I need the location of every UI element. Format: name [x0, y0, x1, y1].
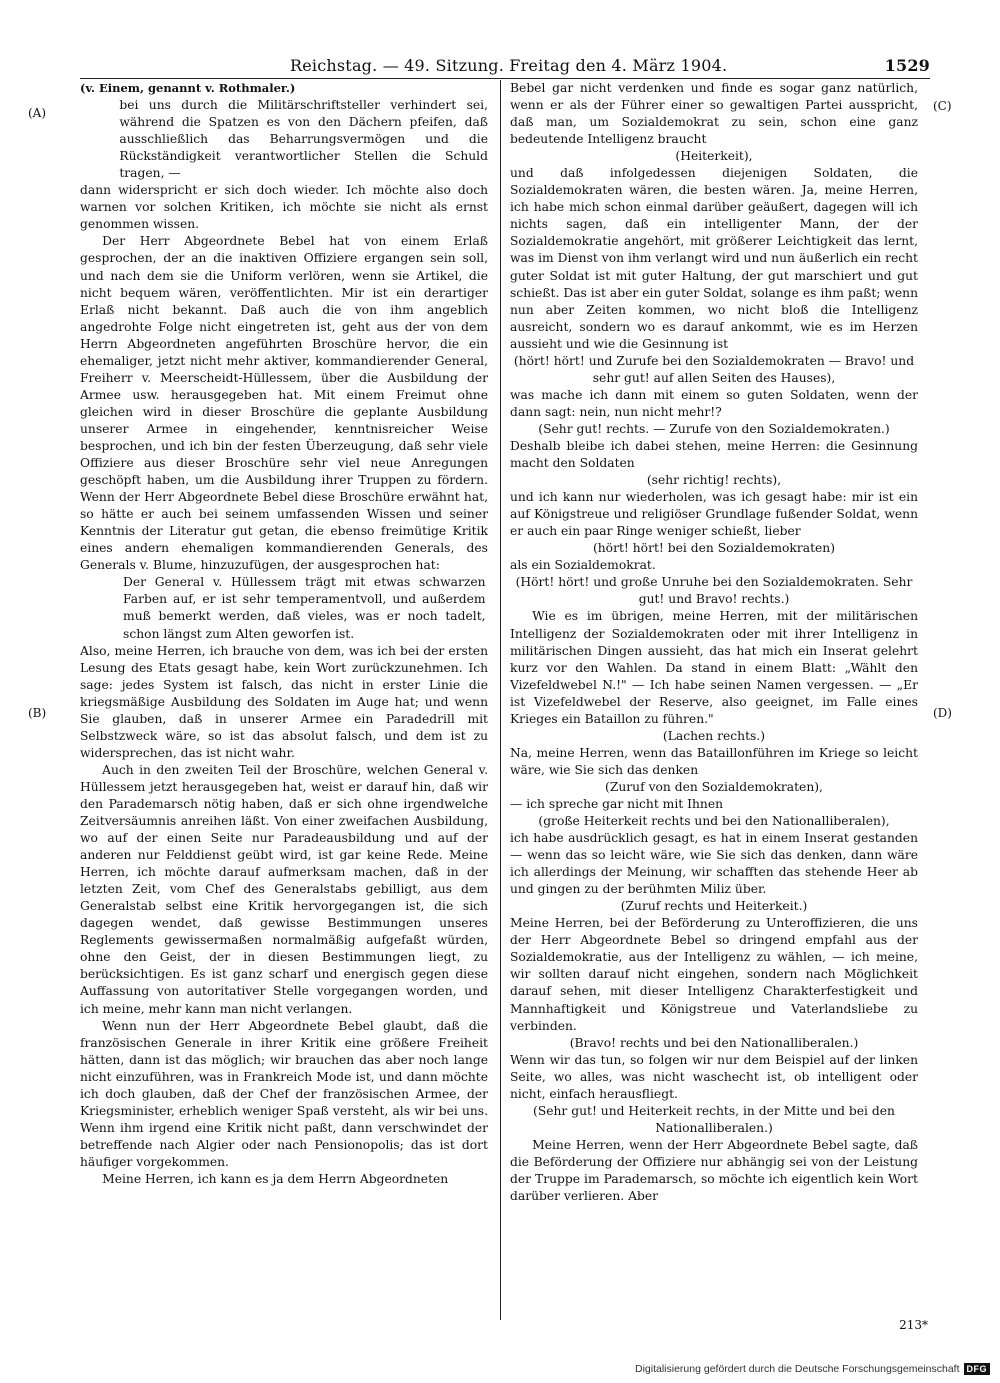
- page-number: 1529: [884, 56, 930, 75]
- paragraph: Der Herr Abgeordnete Bebel hat von einem Erlaß gesprochen, der an die inaktiven Offiziere ergangen sein soll, und nach dem sie die Uniform verlören, wenn sie Artikel, die nicht bequem wären, veröffentlichten. Mir ist ein derartiger Erlaß nicht bekannt. Daß auch die von ihm angeblich angedrohte Folge nicht eingetreten ist, geht aus der von dem Herrn Abgeordneten angeführten Broschüre hervor, die ein ehemaliger, jetzt nicht mehr aktiver, kommandierender General, Freiherr v. Meerscheidt-Hüllessem, über die Ausbildung der Armee usw. herausgegeben hat. Mit einem Freimut ohne gleichen wird in dieser Broschüre die geplante Ausbildung unserer Armee in eingehender, kenntnisreicher Weise besprochen, und ich bin der festen Überzeugung, daß sehr viele Offiziere aus dieser Broschüre sehr viel neue Anregungen geschöpft haben, um die Ausbildung ihrer Truppen zu fördern. Wenn der Herr Abgeordnete Bebel diese Broschüre erwähnt hat, so hätte er auch bei seinem umfassenden Wissen und seiner Kenntnis der Literatur gut getan, die ebenso freimütige Kritik eines andern ehemaligen kommandierenden Generals, des Generals v. Blume, hinzuzufügen, der ausgesprochen hat:: [80, 234, 488, 573]
- header-rule: [80, 78, 930, 79]
- paragraph: bei uns durch die Militärschriftsteller verhindert sei, während die Spatzen es von den Dächern pfeifen, daß ausschließlich das Beharrungsvermögen und die Rückständigkeit verantwortlicher Stellen die Schuld tragen, —: [119, 98, 488, 181]
- column-divider: [500, 80, 501, 1320]
- running-header: [80, 52, 930, 78]
- dfg-logo: DFG: [964, 1363, 991, 1375]
- interjection: (große Heiterkeit rechts und bei den Nationalliberalen),: [538, 814, 890, 829]
- interjection: (Sehr gut! rechts. — Zurufe von den Sozialdemokraten.): [538, 421, 890, 436]
- paragraph: Bebel gar nicht verdenken und finde es sogar ganz natürlich, wenn er als der Führer einer so gewaltigen Partei ausspricht, daß man, um Sozialdemokrat zu sein, schon eine ganz bedeutende Intelligenz braucht: [510, 81, 918, 147]
- paragraph: ich habe ausdrücklich gesagt, es hat in einem Inserat gestanden — wenn das so leicht wäre, wie Sie sich das denken, dann wäre ich allerdings der Meinung, wir schafften das stehende Heer ab und gingen zu der berühmten Miliz über.: [510, 831, 918, 897]
- interjection: (Zuruf rechts und Heiterkeit.): [620, 899, 808, 914]
- paragraph: was mache ich dann mit einem so guten Soldaten, wenn der dann sagt: nein, nun nicht mehr!?: [510, 387, 918, 419]
- speaker-note: (v. Einem, genannt v. Rothmaler.): [80, 81, 296, 95]
- interjection: (hört! hört! bei den Sozialdemokraten): [592, 541, 836, 556]
- margin-label-b: (B): [28, 706, 47, 720]
- paragraph: — ich spreche gar nicht mit Ihnen: [510, 796, 724, 811]
- paragraph: Also, meine Herren, ich brauche von dem, was ich bei der ersten Lesung des Etats gesagt habe, kein Wort zurückzunehmen. Ich sage: jedes System ist falsch, das nicht in erster Linie die kriegsmäßige Ausbildung des Soldaten im Auge hat; und wenn Sie glauben, daß in unserer Armee ein Paradedrill mit Selbstzweck wäre, so ist das absolut falsch, und dem ist zu widersprechen, das ist nicht wahr.: [80, 643, 488, 760]
- interjection: (Sehr gut! und Heiterkeit rechts, in der Mitte und bei den Nationalliberalen.): [533, 1103, 895, 1135]
- footer: [635, 1363, 990, 1375]
- paragraph: und daß infolgedessen diejenigen Soldaten, die Sozialdemokraten wären, die besten wären. Ja, meine Herren, ich habe mich schon einmal darüber geäußert, dagegen will ich nichts sagen, daß ein intelligenter Mann, der der Sozialdemokratie angehört, mit größerer Leichtigkeit das lernt, was im Dienst von ihm verlangt wird und nun äußerlich ein recht guter Soldat ist mit guter Haltung, der gut marschiert und gut schießt. Das ist aber ein guter Soldat, solange es ihm paßt; wenn nun aber Zeiten kommen, wo nicht bloß die Intelligenz ausreicht, sondern wo es darauf ankommt, wie es im Herzen aussieht und wie die Gesinnung ist: [510, 166, 918, 351]
- interjection: (Hört! hört! und große Unruhe bei den Sozialdemokraten. Sehr gut! und Bravo! rechts.): [515, 575, 913, 607]
- margin-label-a: (A): [28, 106, 47, 120]
- interjection: (Zuruf von den Sozialdemokraten),: [605, 779, 823, 794]
- footer-text: Digitalisierung gefördert durch die Deutsche Forschungsgemeinschaft: [634, 1363, 960, 1375]
- interjection: (hört! hört! und Zurufe bei den Sozialdemokraten — Bravo! und sehr gut! auf allen Seiten des Hauses),: [513, 353, 915, 385]
- interjection: (Heiterkeit),: [675, 149, 753, 164]
- header-title: Reichstag. — 49. Sitzung. Freitag den 4. März 1904.: [290, 56, 728, 75]
- paragraph: als ein Sozialdemokrat.: [510, 558, 656, 573]
- paragraph: Deshalb bleibe ich dabei stehen, meine Herren: die Gesinnung macht den Soldaten: [510, 438, 918, 471]
- paragraph: Auch in den zweiten Teil der Broschüre, welchen General v. Hüllessem jetzt herausgegeben hat, weist er darauf hin, daß wir den Parademarsch nötig haben, daß er sich ohne irgendwelche Zeitversäumnis anreihen läßt. Von einer zweifachen Ausbildung, wo auf der einen Seite nur Paradeausbildung und auf der anderen nur Felddienst geübt wird, ist gar keine Rede. Meine Herren, ich möchte darauf aufmerksam machen, daß in der letzten Zeit, vom Chef des Generalstabs gebilligt, aus dem Generalstab selbst eine Kritik hervorgegangen ist, die sich dagegen wendet, daß gewisse Bestimmungen unseres Reglements gewissermaßen normalmäßig aufgefaßt würden, ohne den Geist, der in diesen Bestimmungen liegt, zu berücksichtigen. Es ist ganz scharf und energisch gegen diese Auffassung von autoritativer Stelle vorgegangen worden, und ich meine, mehr kann man nicht verlangen.: [80, 762, 488, 1016]
- paragraph: Meine Herren, wenn der Herr Abgeordnete Bebel sagte, daß die Beförderung der Offiziere nur abhängig sei von der Leistung der Truppe im Parademarsch, so möchte ich eigentlich kein Wort darüber verlieren. Aber: [510, 1137, 918, 1204]
- paragraph: Meine Herren, ich kann es ja dem Herrn Abgeordneten: [102, 1172, 449, 1186]
- paragraph: Wenn wir das tun, so folgen wir nur dem Beispiel auf der linken Seite, wo alles, was nicht waschecht ist, ob intelligent oder nicht, einfach herausfliegt.: [510, 1052, 918, 1101]
- interjection: (sehr richtig! rechts),: [646, 473, 782, 488]
- interjection: (Lachen rechts.): [662, 728, 766, 743]
- paragraph: Wenn nun der Herr Abgeordnete Bebel glaubt, daß die französischen Generale in ihrer Kritik eine größere Freiheit hätten, dann ist das möglich; wir brauchen das aber noch lange nicht einzuführen, was in Frankreich Mode ist, und dann möchte ich doch glauben, daß der Chef der französischen Armee, der Kriegsminister, erheblich weniger Spaß versteht, als wir bei uns. Wenn ihm irgend eine Kritik nicht paßt, dann verschwindet der betreffende nach Algier oder nach Pensionopolis; das ist dort häufiger vorgekommen.: [80, 1018, 488, 1169]
- paragraph: und ich kann nur wiederholen, was ich gesagt habe: mir ist ein auf Königstreue und religiöser Grundlage fußender Soldat, wenn er auch ein paar Ringe weniger schießt, lieber: [510, 490, 918, 539]
- paragraph: Meine Herren, bei der Beförderung zu Unteroffizieren, die uns der Herr Abgeordnete Bebel so dringend empfahl aus der Sozialdemokratie, aus der Intelligenz zu wählen, — ich meine, wir sollten darauf nicht eingehen, sondern nach Möglichkeit darauf sehen, mit dieser Intelligenz Charakterfestigkeit und Mannhaftigkeit und Königstreue und Vaterlandsliebe zu verbinden.: [510, 916, 918, 1033]
- quotation: Der General v. Hüllessem trägt mit etwas schwarzen Farben auf, er ist sehr temperamentvoll, und außerdem muß bemerkt werden, daß vieles, was er noch tadelt, schon längst zum Alten geworfen ist.: [123, 575, 486, 641]
- paragraph: Wie es im übrigen, meine Herren, mit der militärischen Intelligenz der Sozialdemokraten oder mit ihrer Intelligenz in militärischen Dingen aussieht, das hat mich ein Inserat gelehrt kurz vor den Wahlen. Da stand in einem Blatt: „Wählt den Vizefeldwebel N.!" — Ich habe seinen Namen vergessen. — „Er ist Vizefeldwebel der Reserve, also geeignet, im Falle eines Krieges ein Bataillon zu führen.": [510, 609, 918, 726]
- paragraph: dann widerspricht er sich doch wieder. Ich möchte also doch warnen vor solchen Kritiken, ich möchte sie nicht als ernst genommen wissen.: [80, 183, 488, 232]
- margin-label-d: (D): [933, 706, 952, 720]
- right-column: [510, 80, 918, 1205]
- margin-label-c: (C): [933, 99, 952, 113]
- signature-mark: 213*: [899, 1318, 928, 1332]
- left-column: [80, 80, 488, 1188]
- paragraph: Na, meine Herren, wenn das Bataillonführen im Kriege so leicht wäre, wie Sie sich das denken: [510, 745, 918, 777]
- interjection: (Bravo! rechts und bei den Nationalliberalen.): [569, 1035, 859, 1050]
